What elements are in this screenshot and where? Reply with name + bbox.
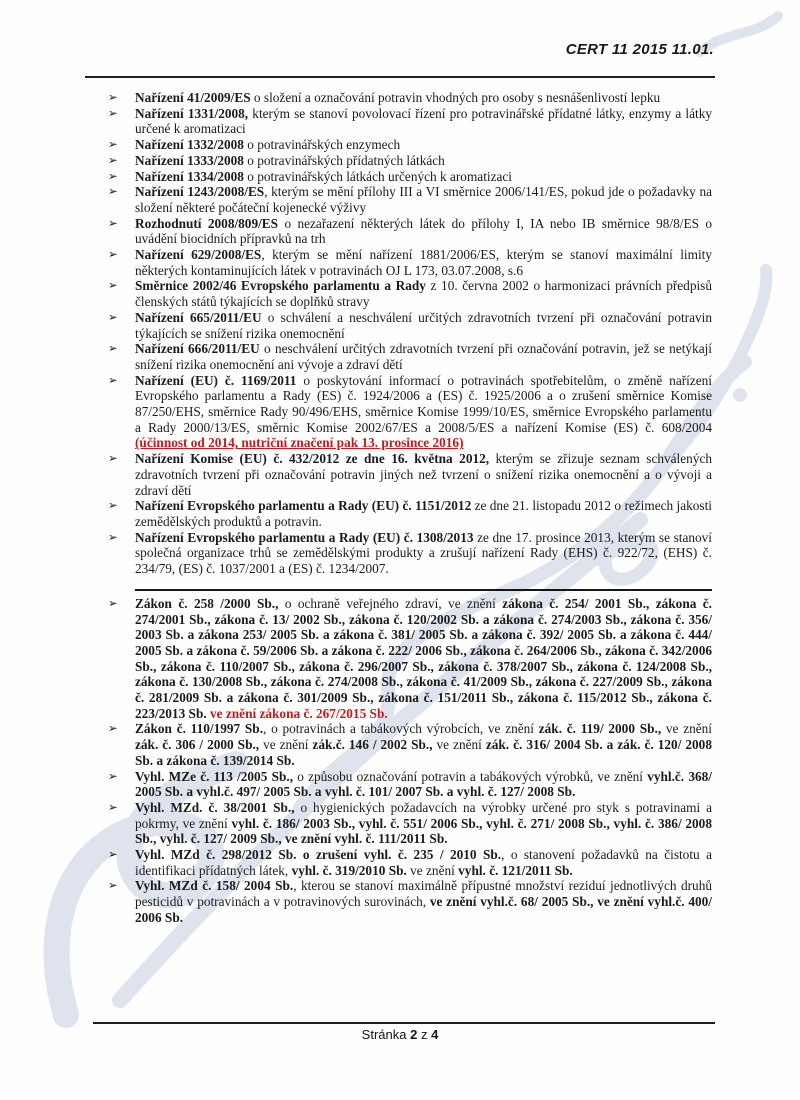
list-item <box>108 799 712 847</box>
text-run: Vyhl. MZd. č. 38/2001 Sb., <box>135 799 295 815</box>
bullet-arrow-icon: ➢ <box>108 105 118 120</box>
text-run: Vyhl. MZe č. 113 /2005 Sb., <box>135 768 294 784</box>
page-number-total: 4 <box>431 1027 439 1042</box>
text-run: Nařízení 1333/2008 <box>135 152 244 168</box>
bullet-arrow-icon: ➢ <box>108 309 118 324</box>
list-item <box>108 168 712 185</box>
bullet-arrow-icon: ➢ <box>108 529 118 544</box>
list-item <box>108 768 712 800</box>
page-number-separator: z <box>420 1027 428 1042</box>
bullet-arrow-icon: ➢ <box>108 372 118 387</box>
bullet-arrow-icon: ➢ <box>108 247 118 262</box>
bullet-arrow-icon: ➢ <box>108 799 118 814</box>
text-run: , o potravinách a tabákových výrobcích, ve znění <box>263 721 539 737</box>
text-run: ve znění vyhl.č. 68/ 2005 Sb., ve znění vyhl.č. 400/ 2006 Sb. <box>135 894 712 925</box>
text-run: Nařízení 1331/2008, <box>135 105 249 121</box>
text-run: Nařízení 41/2009/ES <box>135 90 251 105</box>
list-item <box>108 847 712 878</box>
list-item <box>108 451 712 498</box>
text-run: ze dne 17. prosince 2013, kterým se stanoví společná organizace trhů se zemědělskými produkty a zrušují nařízení Rady (EHS) č. 922/72, (EHS) č. 234/79, (ES) č. 1037/2001 a (ES) č. 1234/2007. <box>135 529 712 577</box>
list-item <box>108 498 712 529</box>
text-run: ve znění zákona č. 267/2015 Sb. <box>210 705 388 721</box>
text-run: ve znění <box>406 862 459 878</box>
document-code: CERT 11 2015 11.01. <box>565 41 714 58</box>
text-run: kterým se zřizuje seznam schválených zdravotních tvrzení při označování potravin jiných než tvrzení o snížení rizika onemocnění a o vývoji a zdraví dětí <box>135 451 712 498</box>
text-run: vyhl. č. 319/2010 Sb. <box>291 862 407 878</box>
text-run: Rozhodnutí 2008/809/ES <box>135 215 279 231</box>
header-rule <box>85 76 715 78</box>
bullet-arrow-icon: ➢ <box>108 595 118 610</box>
bullet-arrow-icon: ➢ <box>108 184 118 199</box>
page-number-prefix: Stránka <box>361 1027 407 1042</box>
eu-regulations-list <box>108 90 713 577</box>
bullet-arrow-icon: ➢ <box>108 847 118 862</box>
bullet-arrow-icon: ➢ <box>108 90 118 104</box>
bullet-arrow-icon: ➢ <box>108 878 118 893</box>
text-run: Nařízení 1334/2008 <box>135 168 244 184</box>
text-run: , o stanovení požadavků na čistotu a identifikaci přídatných látek, <box>135 847 712 878</box>
text-run: o potravinářských přídatných látkách <box>243 152 445 168</box>
page-number <box>0 1027 800 1042</box>
text-run: zákona č. 254/ 2001 Sb., zákona č. 274/2001 Sb., zákona č. 13/ 2002 Sb., zákona č. 120/2002 Sb. a zákona č. 274/2003 Sb., zákona č. 356/ 2003 Sb. a zákona 253/ 2005 Sb. a zákona č. 381/ 2005 Sb. a zákona č. 392/ 2005 Sb. a zákona č. 444/ 2005 Sb. a zákona č. 59/2006 Sb. a zákona č. 222/ 2006 Sb., zákona č. 264/2006 Sb., zákona č. 342/2006 Sb., zákona č. 110/2007 Sb., zákona č. 296/2007 Sb., zákona č. 378/2007 Sb., zákona č. 124/2008 Sb., zákona č. 130/2008 Sb., zákona č. 274/2008 Sb., zákona č. 41/2009 Sb., zákona č. 227/2009 Sb., zákona č. 281/2009 Sb. a zákona č. 301/2009 Sb., zákona č. 151/2011 Sb., zákona č. 115/2012 Sb., zákona č. 223/2013 Sb. <box>135 595 712 721</box>
list-item <box>108 529 712 577</box>
text-run: kterým se stanoví povolovací řízení pro potravinářské přídatné látky, enzymy a látky určené k aromatizaci <box>135 105 712 137</box>
text-run: , kterým se mění nařízení 1881/2006/ES, kterým se stanoví maximální limity některých kontaminujících látek v potravinách OJ L 173, 03.07.2008, s.6 <box>135 247 713 278</box>
text-run: (účinnost od 2014, nutriční značení pak 13. prosince 2016) <box>135 435 464 451</box>
text-run: vyhl. č. 186/ 2003 Sb., vyhl. č. 551/ 2006 Sb., vyhl. č. 271/ 2008 Sb., vyhl. č. 386/ 2008 Sb., vyhl. č. 127/ 2009 Sb., ve znění vyhl. č. 111/2011 Sb. <box>135 815 712 847</box>
text-run: o schválení a neschválení určitých zdravotních tvrzení při označování potravin týkajících se snížení rizika onemocnění <box>135 309 712 341</box>
bullet-arrow-icon: ➢ <box>108 498 118 513</box>
list-item <box>108 878 712 925</box>
text-run: vyhl. č. 121/2011 Sb. <box>458 862 573 878</box>
regulation-lists <box>108 90 713 926</box>
text-run: Nařízení 1332/2008 <box>135 137 244 153</box>
text-run: o neschválení určitých zdravotních tvrzení při označování potravin, jež se netýkají snížení rizika onemocnění ani vývoje a zdraví dětí <box>135 341 712 372</box>
text-run: Zákon č. 110/1997 Sb. <box>135 721 264 737</box>
text-run: , kterou se stanoví maximálně přípustné množství reziduí jednotlivých druhů pesticidů v potravinách a v potravinových surovinách, <box>135 878 712 910</box>
list-item <box>108 90 712 106</box>
list-item <box>108 152 712 169</box>
text-run: o způsobu označování potravin a tabákových výrobků, ve znění <box>293 768 648 784</box>
text-run: zák. č. 306 / 2000 Sb., <box>135 737 260 753</box>
bullet-arrow-icon: ➢ <box>108 152 118 167</box>
list-item <box>108 341 712 372</box>
text-run: Nařízení (EU) č. 1169/2011 <box>135 372 297 388</box>
list-item <box>108 184 712 215</box>
text-run: Nařízení 629/2008/ES <box>135 247 262 263</box>
list-item <box>108 105 712 137</box>
list-item <box>108 215 712 247</box>
text-run: ze dne 21. listopadu 2012 o režimech jakosti zemědělských produktů a potravin. <box>135 498 712 529</box>
text-run: o hygienických požadavcích na výrobky určené pro styk s potravinami a pokrmy, ve znění <box>135 799 712 831</box>
list-item <box>108 137 712 153</box>
bullet-arrow-icon: ➢ <box>108 168 118 183</box>
text-run: o potravinářských enzymech <box>243 137 401 153</box>
text-run: Nařízení 1243/2008/ES <box>135 184 265 200</box>
text-run: Vyhl. MZd č. 298/2012 Sb. o zrušení vyhl. č. 235 / 2010 Sb. <box>135 847 502 863</box>
list-item <box>108 247 713 278</box>
section-divider <box>135 589 712 591</box>
list-item <box>108 595 712 722</box>
text-run: Nařízení 665/2011/EU <box>135 309 262 325</box>
text-run: Vyhl. MZd č. 158/ 2004 Sb. <box>135 878 294 894</box>
text-run: o složení a označování potravin vhodných pro osoby s nesnášenlivostí lepku <box>250 90 661 105</box>
watermark-dot <box>733 388 747 402</box>
text-run: Nařízení Evropského parlamentu a Rady (EU) č. 1308/2013 <box>135 529 474 545</box>
bullet-arrow-icon: ➢ <box>108 341 118 356</box>
text-run: o poskytování informací o potravinách spotřebitelům, o změně nařízení Evropského parlamentu a Rady (ES) č. 1924/2006 a (ES) č. 1925/2006 a o zrušení směrnice Komise 87/250/EHS, směrnice Rady 90/496/EHS, směrnice Komise 1999/10/ES, směrnice Evropského parlamentu a Rady 2000/13/ES, směrnic Komise 2002/67/ES a 2008/5/ES a nařízení Komise (ES) č. 608/2004 <box>135 372 713 435</box>
footer-rule <box>93 1022 715 1024</box>
list-item <box>108 309 712 341</box>
text-run: zák. č. 119/ 2000 Sb., <box>538 721 662 737</box>
bullet-arrow-icon: ➢ <box>108 451 118 466</box>
bullet-arrow-icon: ➢ <box>108 278 118 293</box>
national-regulations-list <box>108 595 712 926</box>
bullet-arrow-icon: ➢ <box>108 137 118 152</box>
text-run: ve znění <box>432 737 486 753</box>
text-run: o ochraně veřejného zdraví, ve znění <box>278 595 503 611</box>
text-run: Nařízení Evropského parlamentu a Rady (EU) č. 1151/2012 <box>135 498 472 514</box>
bullet-arrow-icon: ➢ <box>108 215 118 230</box>
text-run: vyhl.č. 368/ 2005 Sb. a vyhl.č. 497/ 2005 Sb. a vyhl. č. 101/ 2007 Sb. a vyhl. č. 127/ 2008 Sb. <box>135 768 712 800</box>
text-run: Směrnice 2002/46 Evropského parlamentu a Rady <box>135 278 426 294</box>
text-run: o potravinářských látkách určených k aromatizaci <box>243 168 512 184</box>
text-run: o nezařazení některých látek do přílohy I, IA nebo IB směrnice 98/8/ES o uvádění biocidních přípravků na trh <box>135 215 712 247</box>
text-run: Nařízení Komise (EU) č. 432/2012 ze dne 16. května 2012, <box>135 451 490 467</box>
list-item <box>108 372 713 452</box>
page-number-current: 2 <box>410 1027 418 1042</box>
text-run: zák. č. 316/ 2004 Sb. a zák. č. 120/ 2008 Sb. a zákona č. 139/2014 Sb. <box>135 737 712 768</box>
list-item <box>108 721 712 768</box>
text-run: ve znění <box>661 721 712 737</box>
text-run: , kterým se mění přílohy III a VI směrnice 2006/141/ES, pokud jde o požadavky na složení některé počáteční kojenecké výživy <box>135 184 712 215</box>
text-run: Nařízení 666/2011/EU <box>135 341 260 357</box>
text-run: Zákon č. 258 /2000 Sb., <box>135 595 279 611</box>
text-run: zák.č. 146 / 2002 Sb., <box>312 737 433 753</box>
bullet-arrow-icon: ➢ <box>108 721 118 736</box>
text-run: ve znění <box>259 737 313 753</box>
text-run: z 10. června 2002 o harmonizaci právních předpisů členských států týkajících se doplňků stravy <box>135 278 712 310</box>
list-item <box>108 278 712 310</box>
bullet-arrow-icon: ➢ <box>108 768 118 783</box>
